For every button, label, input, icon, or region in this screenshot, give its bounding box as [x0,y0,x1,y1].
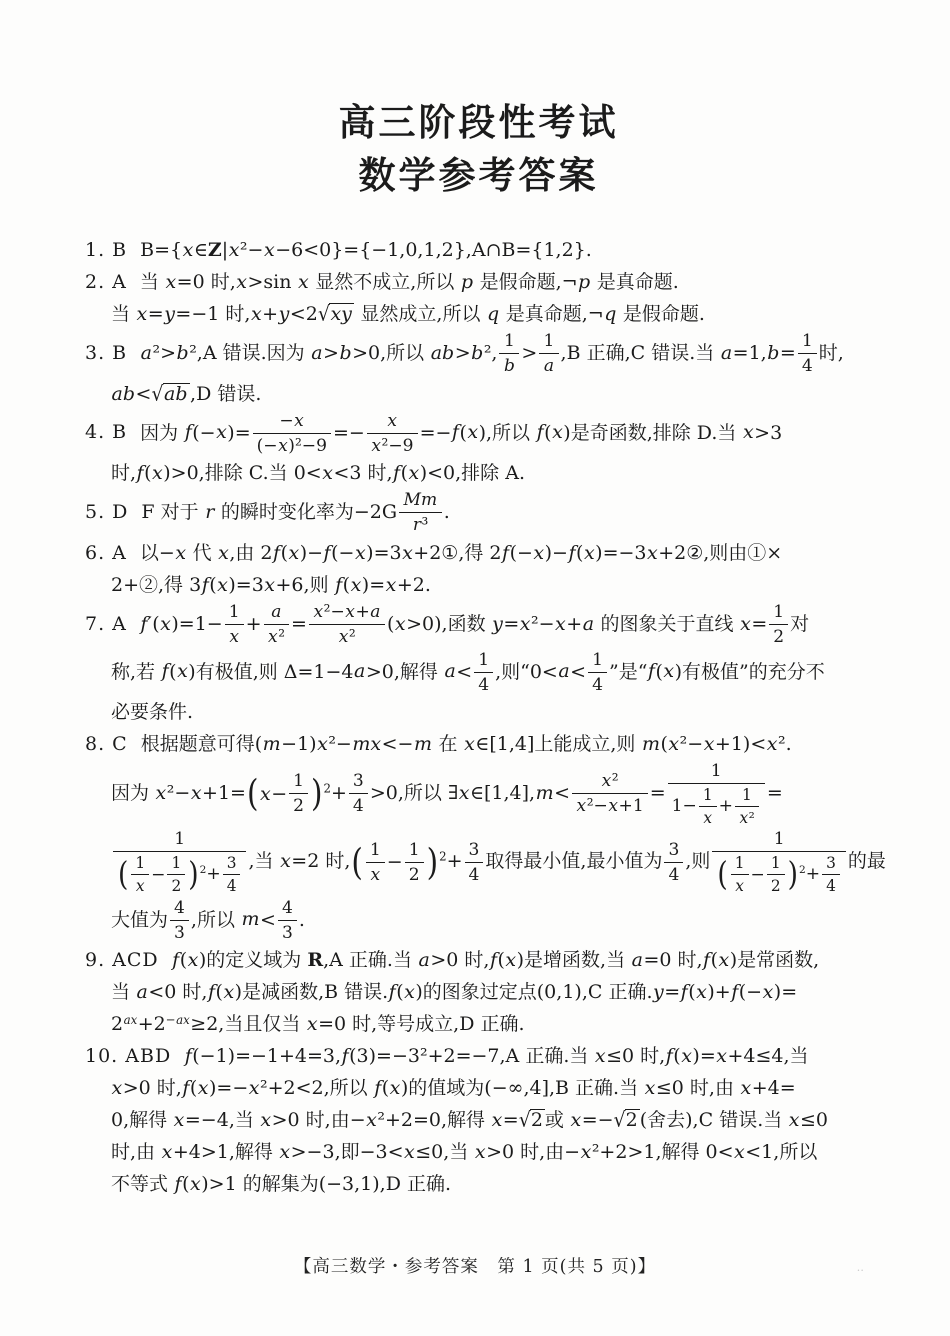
answer-block [85,489,872,537]
answer-label: 6. A [85,541,127,564]
answer-block [85,728,886,944]
answer-line: 0,解得 x=−4,当 x>0 时,由−x²+2=0,解得 x=√2 或 x=−√2 (舍去),C 错误.当 x≤0 [111,1108,829,1133]
answer-line: 8. C 根据题意可得(m−1)x²−mx<−m 在 x∈[1,4]上能成立,则 m(x²−x+1)<x². [85,733,792,756]
answer-line: 1. B B={x∈Z|x²−x−6<0}={−1,0,1,2},A∩B={1,2}. [85,239,592,261]
answer-block [85,266,872,330]
answer-label: 9. ACD [85,949,159,972]
document-title [85,96,872,202]
answer-line: 必要条件. [111,701,194,724]
answer-label: 7. A [85,612,127,635]
answer-line: 9. ACD f(x)的定义域为 R,A 正确.当 a>0 时,f(x)是增函数,当 a=0 时,f(x)是常函数, [85,949,820,972]
answer-line: 4. B 因为 f(−x)= $\frac{-x}{\text{(−x)²−9}}$ =− $\frac{x}{\text{x²−9}}$ =−f(x),所以 f(x)是奇函数,排除 D.当 x>3 [85,410,783,456]
answer-label: 10. ABD [85,1045,172,1068]
answer-line: 10. ABD f(−1)=−1+4=3,f(3)=−3²+2=−7,A 正确.当 x≤0 时,f(x)=x+4≤4,当 [85,1045,809,1068]
answer-line: x>0 时,f(x)=−x²+2<2,所以 f(x)的值域为(−∞,4],B 正确.当 x≤0 时,由 x+4= [111,1077,796,1100]
answer-block [85,1040,872,1200]
answer-line: 6. A 以−x 代 x,由 2f(x)−f(−x)=3x+2①,得 2f(−x)−f(x)=−3x+2②,则由①× [85,541,783,564]
answer-line: 1 ( $\frac{1}{x}$ − $\frac{1}{2}$ ) $^2$+ $\frac{3}{4}$ ,当 x=2 时, ( $\frac{1}{x}$ − $\frac{1}{2}$ ) $^2$+ $\frac{3}{4}$ 取得最小值,最小值为 $\frac{3}{4}$ ,则 1 ( $\frac{1}{x}$ − $\frac{1}{2}$ ) $^2$+ $\frac{3}{4}$ 的最 [85,828,872,896]
answer-label: 2. A [85,271,127,293]
answer-line: 不等式 f(x)>1 的解集为(−3,1),D 正确. [111,1173,452,1196]
answer-label: 8. C [85,733,128,756]
page-footer: 【高三数学・参考答案 第 1 页(共 5 页)】 [293,1257,657,1277]
answer-line: $2^{ax}+2^{-ax}\ge 2$,当且仅当 x=0 时,等号成立,D 正确. [111,1012,525,1036]
answer-block [85,944,872,1040]
answer-block [85,234,872,266]
answer-line: 时,由 x+4>1,解得 x>−3,即−3<x≤0,当 x>0 时,由−x²+2>1,解得 0<x<1,所以 [111,1141,818,1164]
answer-line: 3. B a²>b²,A 错误.因为 a>b>0,所以 ab>b², $\frac{1}{b}$ > $\frac{1}{a}$ ,B 正确,C 错误.当 a=1,b= $\frac{1}{4}$ 时, [85,331,844,377]
answer-block [85,601,872,728]
answer-line: 大值为 $\frac{4}{3}$ ,所以 m< $\frac{4}{3}$ . [111,897,305,943]
answer-line: 当 a<0 时,f(x)是减函数,B 错误.f(x)的图象过定点(0,1),C 正确.y=f(x)+f(−x)= [111,981,798,1004]
answer-block [85,410,872,490]
answer-line: 时,f(x)>0,排除 C.当 0<x<3 时,f(x)<0,排除 A. [111,462,526,485]
answer-line: 称,若 f(x)有极值,则 Δ=1−4a>0,解得 a< $\frac{1}{4}$ ,则“0<a< $\frac{1}{4}$ ”是“f(x)有极值”的充分不 [111,649,825,695]
answer-block [85,537,872,601]
answer-label: 1. B [85,239,128,261]
answer-line: 2. A 当 x=0 时,x>sin x 显然不成立,所以 p 是假命题,¬p 是真命题. [85,271,679,293]
scan-artifact: ‥ [856,1261,866,1274]
answer-label: 3. B [85,341,128,364]
title-line-2: 数学参考答案 [358,154,599,197]
answer-line: 7. A f′(x)=1− $\frac{1}{x}$ + $\frac{a}{\text{x²}}$ = $\frac{\text{x²−x+a}}{\text{x²}}$ (x>0),函数 y=x²−x+a 的图象关于直线 x= $\frac{1}{2}$ 对 [85,601,810,647]
answer-line: 2+②,得 3f(x)=3x+6,则 f(x)=x+2. [111,573,431,596]
answer-label: 4. B [85,421,128,444]
answer-line: 因为 x²−x+1= ( x − $\frac{1}{2}$ ) $^2$+ $\frac{3}{4}$ >0,所以 ∃x∈[1,4],m< $\frac{\text{x²}}{\text{x²−x+1}}$ = 1 1− $\frac{1}{x}$ + $\frac{1}{\text{x²}}$ = [111,761,783,827]
answer-line: ab<√ab ,D 错误. [111,381,262,406]
answer-block [85,330,872,410]
answer-line: 5. D F 对于 r 的瞬时变化率为−2G $\frac{Mm}{\text{r³}}$ . [85,490,450,536]
title-line-1: 高三阶段性考试 [338,101,619,144]
answer-label: 5. D [85,501,129,524]
answer-list [85,234,886,1200]
answer-line: 当 x=y=−1 时,x+y<2√xy 显然成立,所以 q 是真命题,¬q 是假命题. [111,302,705,326]
